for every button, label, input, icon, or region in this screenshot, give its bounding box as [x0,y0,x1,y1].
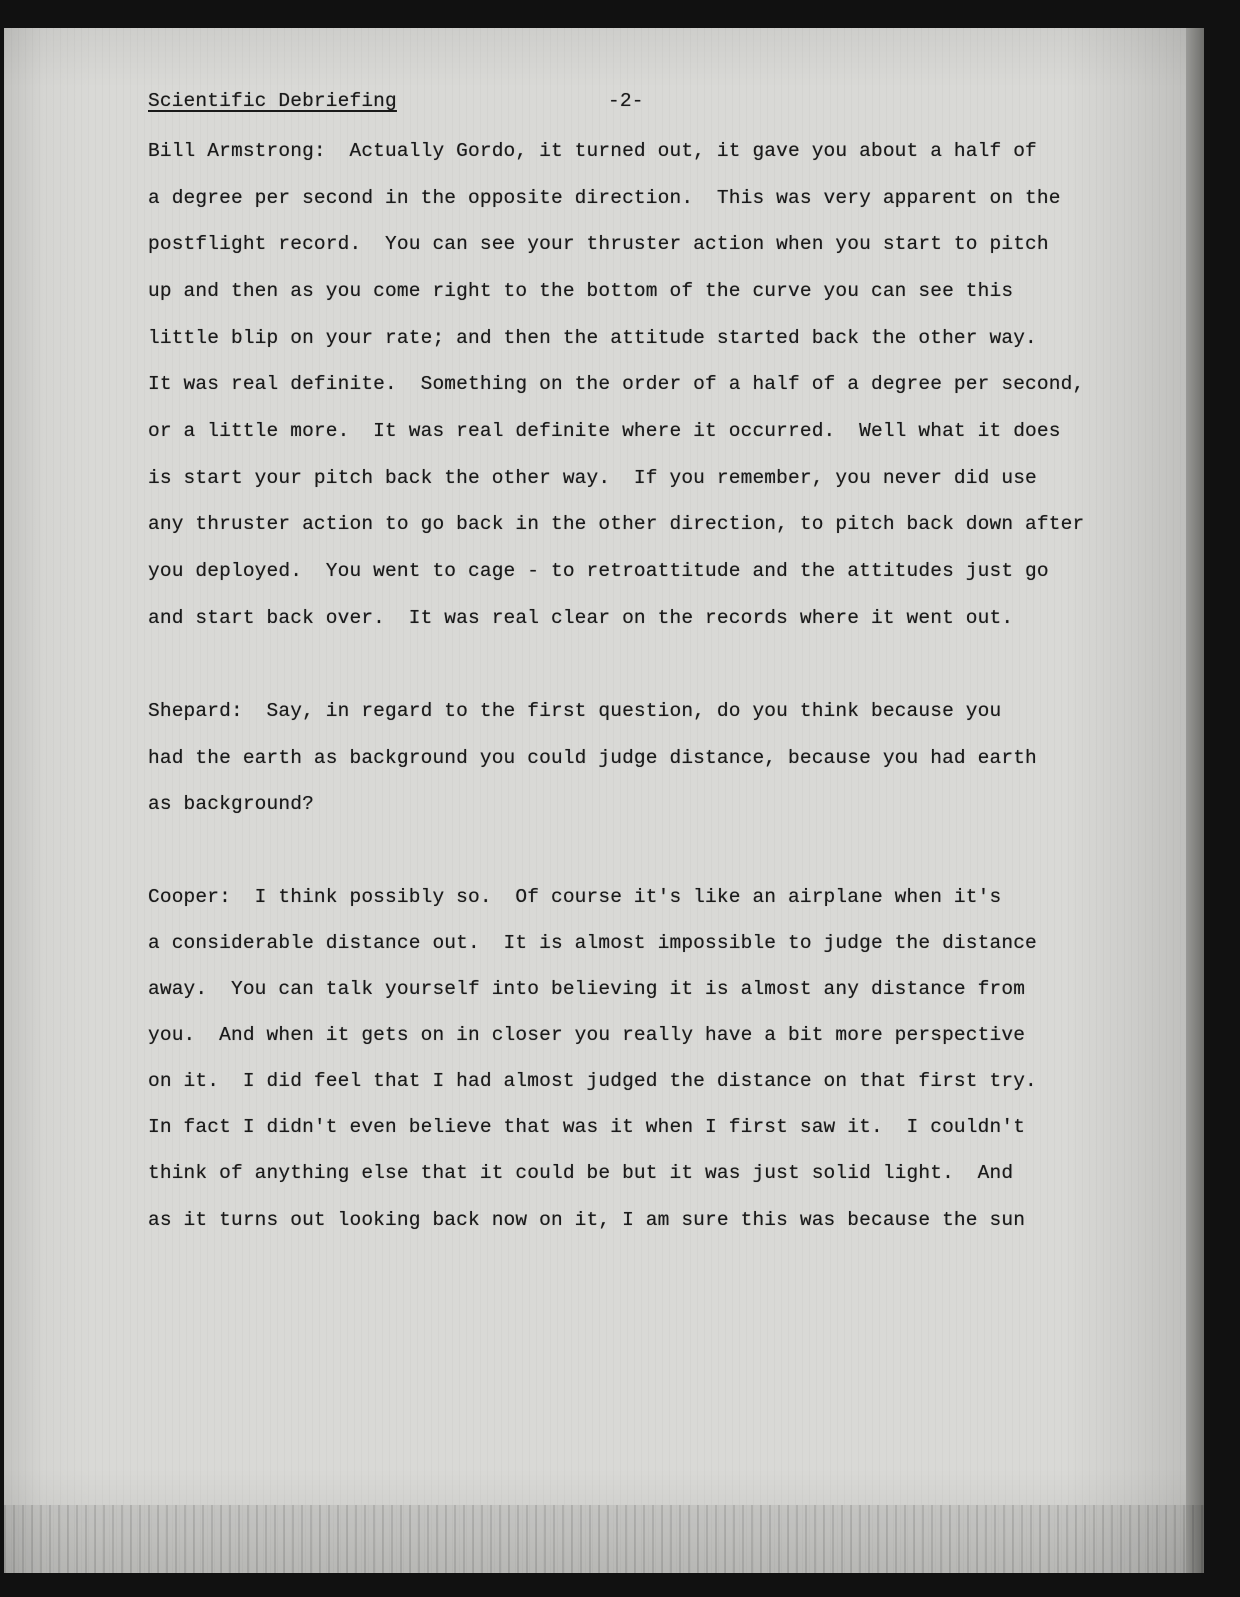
paragraph-2-line-1: Shepard: Say, in regard to the first question, do you think because you [148,700,1002,722]
paragraph-3-line-2: a considerable distance out. It is almost impossible to judge the distance [148,932,1037,954]
paragraph-3-line-1: Cooper: I think possibly so. Of course it's like an airplane when it's [148,886,1002,908]
paper-right-edge [1186,28,1204,1573]
paragraph-1-line-2: a degree per second in the opposite direction. This was very apparent on the [148,187,1061,209]
paragraph-1-line-11: and start back over. It was real clear on the records where it went out. [148,607,1014,629]
paragraph-1-line-5: little blip on your rate; and then the attitude started back the other way. [148,327,1037,349]
scan-bottom-artifact [4,1505,1204,1573]
paragraph-1-line-8: is start your pitch back the other way. If you remember, you never did use [148,467,1037,489]
paragraph-1-line-3: postflight record. You can see your thruster action when you start to pitch [148,233,1049,255]
paragraph-3-line-4: you. And when it gets on in closer you really have a bit more perspective [148,1024,1026,1046]
paragraph-1-line-9: any thruster action to go back in the other direction, to pitch back down after [148,513,1085,535]
paragraph-1-line-4: up and then as you come right to the bottom of the curve you can see this [148,280,1014,302]
document-header-title: Scientific Debriefing [148,90,397,112]
paragraph-1-line-1: Bill Armstrong: Actually Gordo, it turned out, it gave you about a half of [148,140,1037,162]
paragraph-1-line-7: or a little more. It was real definite where it occurred. Well what it does [148,420,1061,442]
page-number: -2- [608,90,644,112]
paragraph-3-line-3: away. You can talk yourself into believing it is almost any distance from [148,978,1026,1000]
paragraph-3-line-7: think of anything else that it could be but it was just solid light. And [148,1162,1014,1184]
paragraph-2-line-2: had the earth as background you could judge distance, because you had earth [148,747,1037,769]
paragraph-2-line-3: as background? [148,793,314,815]
paragraph-1-line-10: you deployed. You went to cage - to retroattitude and the attitudes just go [148,560,1049,582]
paragraph-1-line-6: It was real definite. Something on the order of a half of a degree per second, [148,373,1085,395]
paragraph-3-line-5: on it. I did feel that I had almost judged the distance on that first try. [148,1070,1037,1092]
paragraph-3-line-8: as it turns out looking back now on it, I am sure this was because the sun [148,1209,1026,1231]
paragraph-3-line-6: In fact I didn't even believe that was it when I first saw it. I couldn't [148,1116,1026,1138]
